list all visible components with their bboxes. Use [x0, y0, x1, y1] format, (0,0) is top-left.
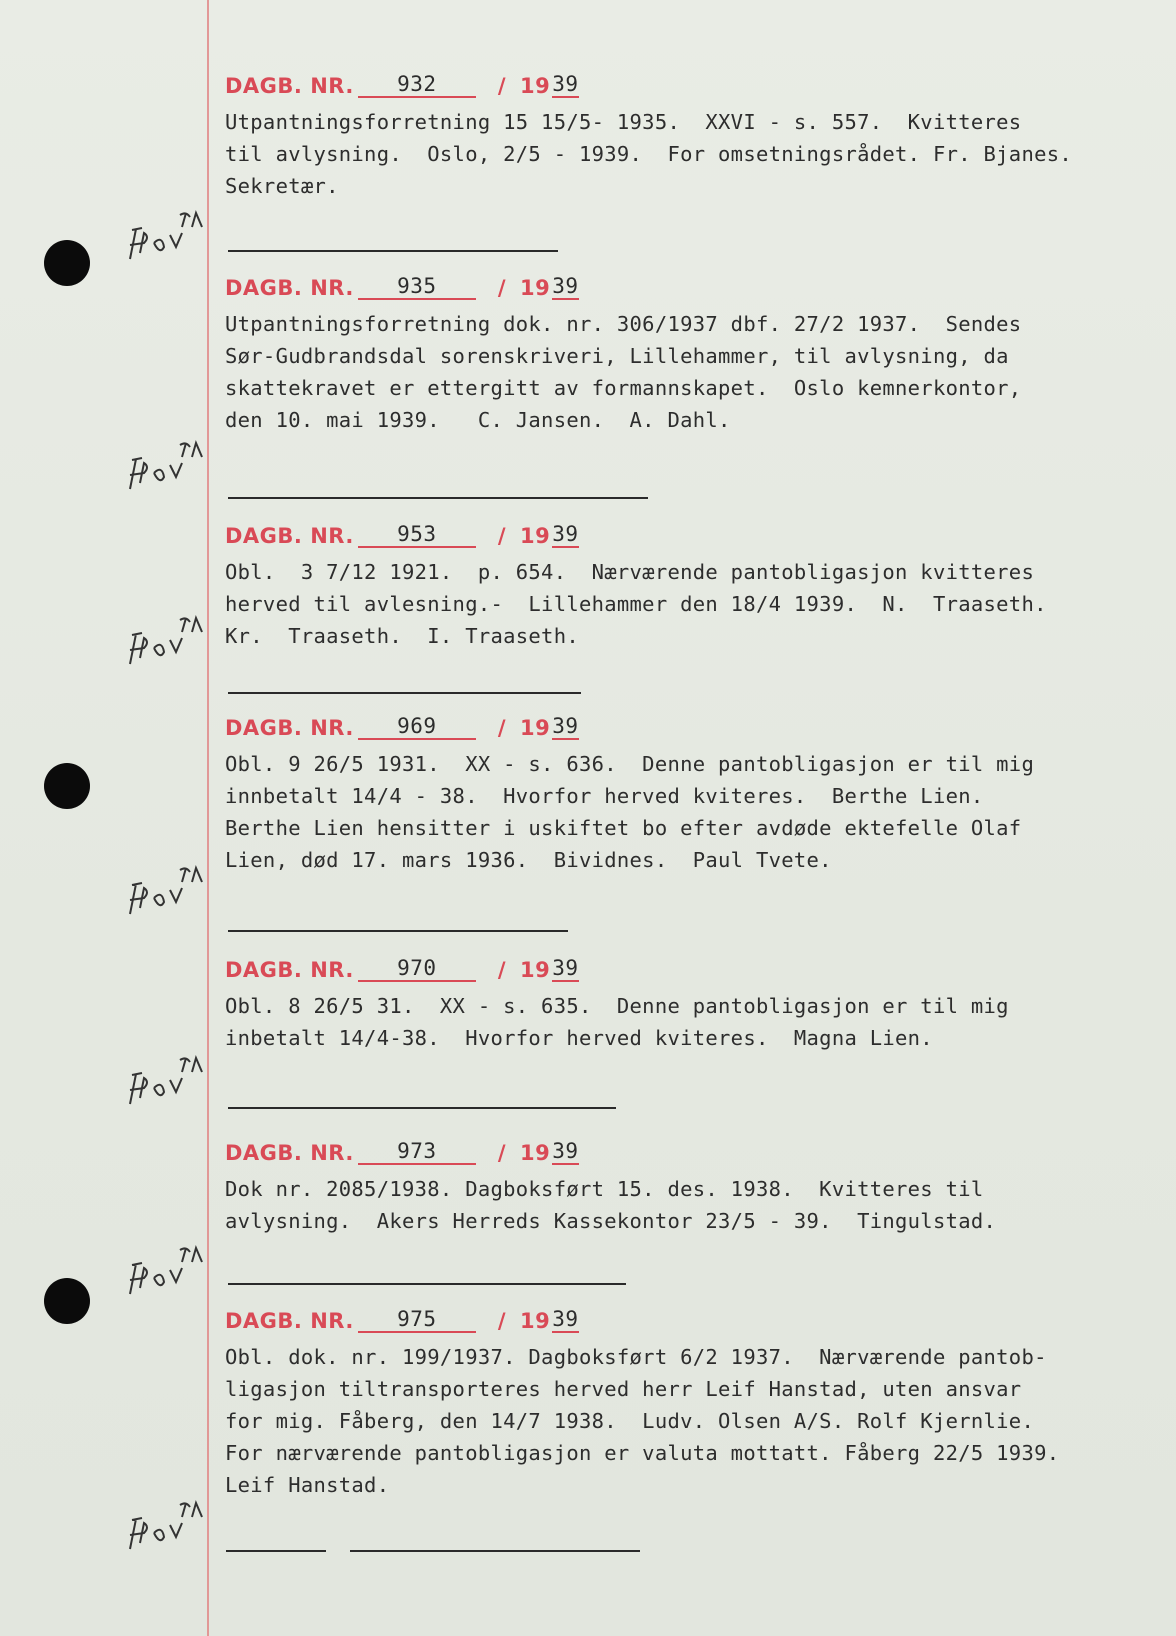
entry-number: 970	[358, 956, 476, 982]
ledger-entry	[225, 1135, 1155, 1237]
stamp-label: DAGB. NR.	[225, 74, 354, 98]
handwritten-initials-icon	[120, 860, 210, 930]
year-prefix: 19	[520, 716, 551, 740]
punch-hole	[44, 240, 90, 286]
handwritten-initials-icon	[120, 435, 210, 505]
handwritten-initials-icon	[120, 1495, 210, 1565]
dagbok-stamp: DAGB. NR. 953 / 19 39	[225, 522, 579, 548]
entry-divider	[228, 692, 581, 694]
handwritten-initials-icon	[120, 1050, 210, 1120]
ledger-entry	[225, 270, 1155, 436]
stamp-label: DAGB. NR.	[225, 1309, 354, 1333]
entry-year: 39	[552, 274, 579, 298]
handwritten-initials-icon	[120, 205, 210, 275]
dagbok-stamp: DAGB. NR. 973 / 19 39	[225, 1139, 579, 1165]
year-prefix: 19	[520, 958, 551, 982]
ledger-entry	[225, 68, 1155, 202]
year-prefix: 19	[520, 74, 551, 98]
entry-divider	[228, 497, 648, 499]
entry-year: 39	[552, 1307, 579, 1331]
stamp-label: DAGB. NR.	[225, 716, 354, 740]
entry-divider	[228, 1283, 626, 1285]
year-prefix: 19	[520, 1309, 551, 1333]
entry-number: 935	[358, 274, 476, 300]
entry-number: 953	[358, 522, 476, 548]
dagbok-stamp: DAGB. NR. 935 / 19 39	[225, 274, 579, 300]
entry-divider	[350, 1550, 640, 1552]
entry-year: 39	[552, 72, 579, 96]
ledger-entry	[225, 1303, 1155, 1501]
stamp-label: DAGB. NR.	[225, 958, 354, 982]
entry-year: 39	[552, 522, 579, 546]
dagbok-stamp: DAGB. NR. 975 / 19 39	[225, 1307, 579, 1333]
punch-hole	[44, 1278, 90, 1324]
entry-text: Utpantningsforretning 15 15/5- 1935. XXVI - s. 557. Kvitteres til avlysning. Oslo, 2/5 - 1939. For omsetningsrådet. Fr. Bjanes. Sekretær.	[225, 110, 1073, 198]
ledger-entry	[225, 952, 1155, 1054]
year-prefix: 19	[520, 276, 551, 300]
dagbok-stamp: DAGB. NR. 932 / 19 39	[225, 72, 579, 98]
entry-number: 969	[358, 714, 476, 740]
entry-divider	[228, 1107, 616, 1109]
entry-divider	[228, 250, 558, 252]
entry-number: 975	[358, 1307, 476, 1333]
entry-text: Utpantningsforretning dok. nr. 306/1937 dbf. 27/2 1937. Sendes Sør-Gudbrandsdal sorenskriveri, Lillehammer, til avlysning, da skattekravet er ettergitt av formannskapet. Oslo kemnerkontor, den 10. mai 1939. C. Jansen. A. Dahl.	[225, 312, 1022, 432]
handwritten-initials-icon	[120, 610, 210, 680]
entry-text: Obl. 9 26/5 1931. XX - s. 636. Denne pantobligasjon er til mig innbetalt 14/4 - 38. Hvorfor herved kviteres. Berthe Lien. Berthe Lien hensitter i uskiftet bo efter avdøde ektefelle Olaf Lien, død 17. mars 1936. Bividnes. Paul Tvete.	[225, 752, 1035, 872]
entry-text: Obl. 3 7/12 1921. p. 654. Nærværende pantobligasjon kvitteres herved til avlesning.- Lillehammer den 18/4 1939. N. Traaseth. Kr. Traaseth. I. Traaseth.	[225, 560, 1047, 648]
punch-hole	[44, 763, 90, 809]
handwritten-initials-icon	[120, 1240, 210, 1310]
entry-year: 39	[552, 956, 579, 980]
entry-number: 932	[358, 72, 476, 98]
year-prefix: 19	[520, 1141, 551, 1165]
dagbok-stamp: DAGB. NR. 969 / 19 39	[225, 714, 579, 740]
stamp-label: DAGB. NR.	[225, 524, 354, 548]
entry-text: Obl. dok. nr. 199/1937. Dagboksført 6/2 1937. Nærværende pantob- ligasjon tiltransporteres herved herr Leif Hanstad, uten ansvar for mig. Fåberg, den 14/7 1938. Ludv. Olsen A/S. Rolf Kjernlie. For nærværende pantobligasjon er valuta mottatt. Fåberg 22/5 1939. Leif Hanstad.	[225, 1345, 1060, 1497]
entry-year: 39	[552, 1139, 579, 1163]
stamp-label: DAGB. NR.	[225, 1141, 354, 1165]
entry-divider	[228, 930, 568, 932]
year-prefix: 19	[520, 524, 551, 548]
entry-divider	[226, 1550, 326, 1552]
entry-text: Obl. 8 26/5 31. XX - s. 635. Denne pantobligasjon er til mig inbetalt 14/4-38. Hvorfor herved kviteres. Magna Lien.	[225, 994, 1009, 1050]
ledger-entry	[225, 710, 1155, 876]
dagbok-stamp: DAGB. NR. 970 / 19 39	[225, 956, 579, 982]
entry-text: Dok nr. 2085/1938. Dagboksført 15. des. 1938. Kvitteres til avlysning. Akers Herreds Kassekontor 23/5 - 39. Tingulstad.	[225, 1177, 997, 1233]
stamp-label: DAGB. NR.	[225, 276, 354, 300]
entry-number: 973	[358, 1139, 476, 1165]
ledger-entry	[225, 518, 1155, 652]
entry-year: 39	[552, 714, 579, 738]
